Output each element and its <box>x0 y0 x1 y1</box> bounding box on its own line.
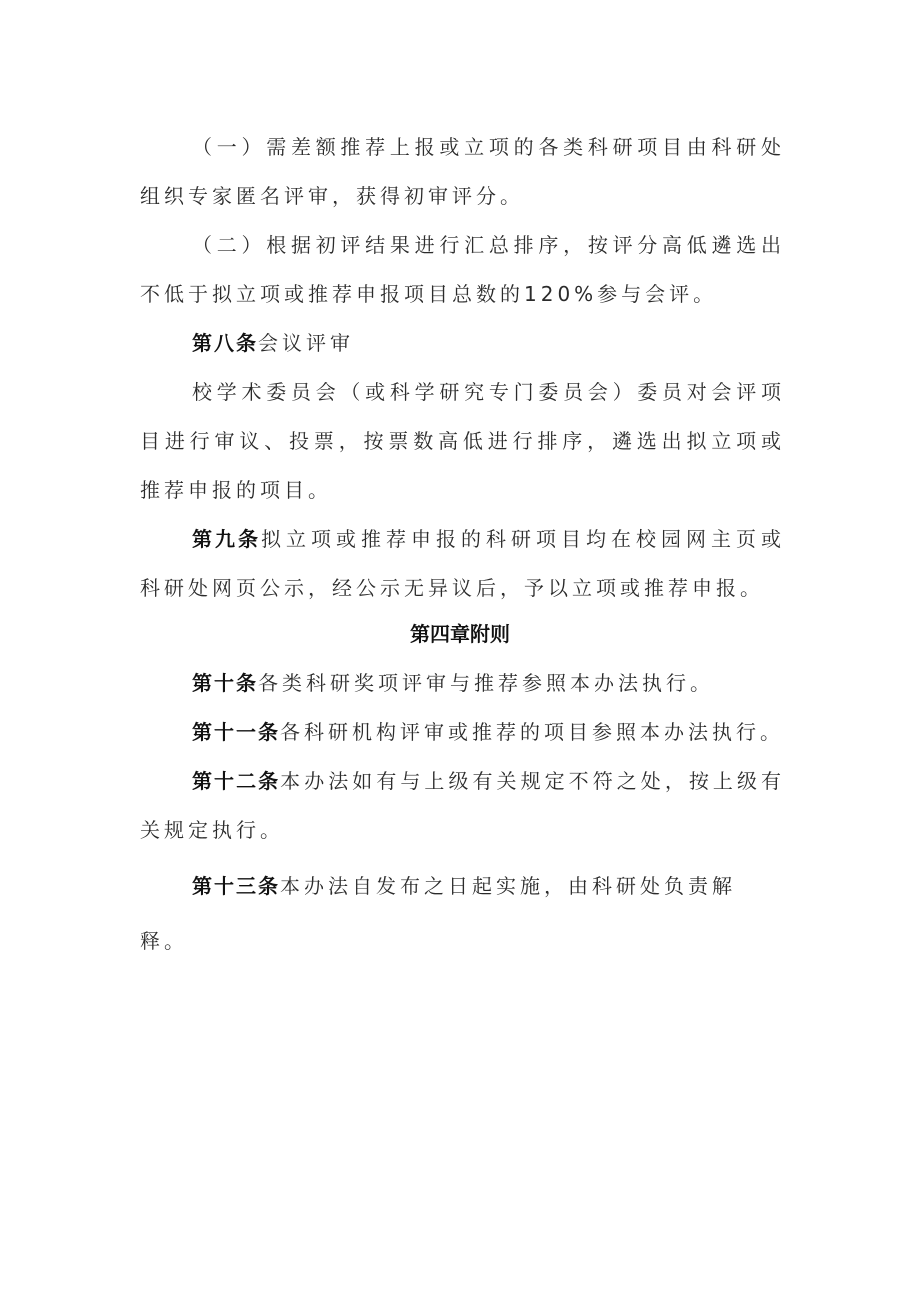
article-12-text: 本办法如有与上级有关规定不符之处，按上级有关规定执行。 <box>140 769 786 842</box>
article-9-text: 拟立项或推荐申报的科研项目均在校园网主页或科研处网页公示，经公示无异议后，予以立项或推荐申报。 <box>140 527 785 600</box>
article-11-label: 第十一条 <box>192 720 280 744</box>
article-13-text: 本办法自发布之日起实施，由科研处负责解 <box>280 874 736 898</box>
article-9-label: 第九条 <box>192 527 261 551</box>
article-9 <box>140 515 785 613</box>
article-13-tail: 释。 <box>140 929 188 953</box>
article-13-label: 第十三条 <box>192 874 280 898</box>
paragraph-review-1: （一）需差额推荐上报或立项的各类科研项目由科研处组织专家匿名评审，获得初审评分。 <box>140 135 785 208</box>
article-8 <box>140 319 785 368</box>
article-11 <box>140 708 785 757</box>
article-10 <box>140 659 785 708</box>
article-10-text: 各类科研奖项评审与推荐参照本办法执行。 <box>258 671 714 695</box>
article-12 <box>140 757 785 855</box>
article-12-label: 第十二条 <box>192 769 281 793</box>
article-13 <box>140 862 785 911</box>
chapter-4-heading: 第四章附则 <box>410 622 510 646</box>
article-8-title: 会议评审 <box>258 331 354 355</box>
article-11-text: 各科研机构评审或推荐的项目参照本办法执行。 <box>280 720 784 744</box>
article-8-label: 第八条 <box>192 331 258 355</box>
paragraph-committee-review: 校学术委员会（或科学研究专门委员会）委员对会评项目进行审议、投票，按票数高低进行排序，遴选出拟立项或推荐申报的项目。 <box>140 380 785 502</box>
paragraph-review-2: （二）根据初评结果进行汇总排序，按评分高低遴选出不低于拟立项或推荐申报项目总数的120%参与会评。 <box>140 233 785 306</box>
article-10-label: 第十条 <box>192 671 258 695</box>
